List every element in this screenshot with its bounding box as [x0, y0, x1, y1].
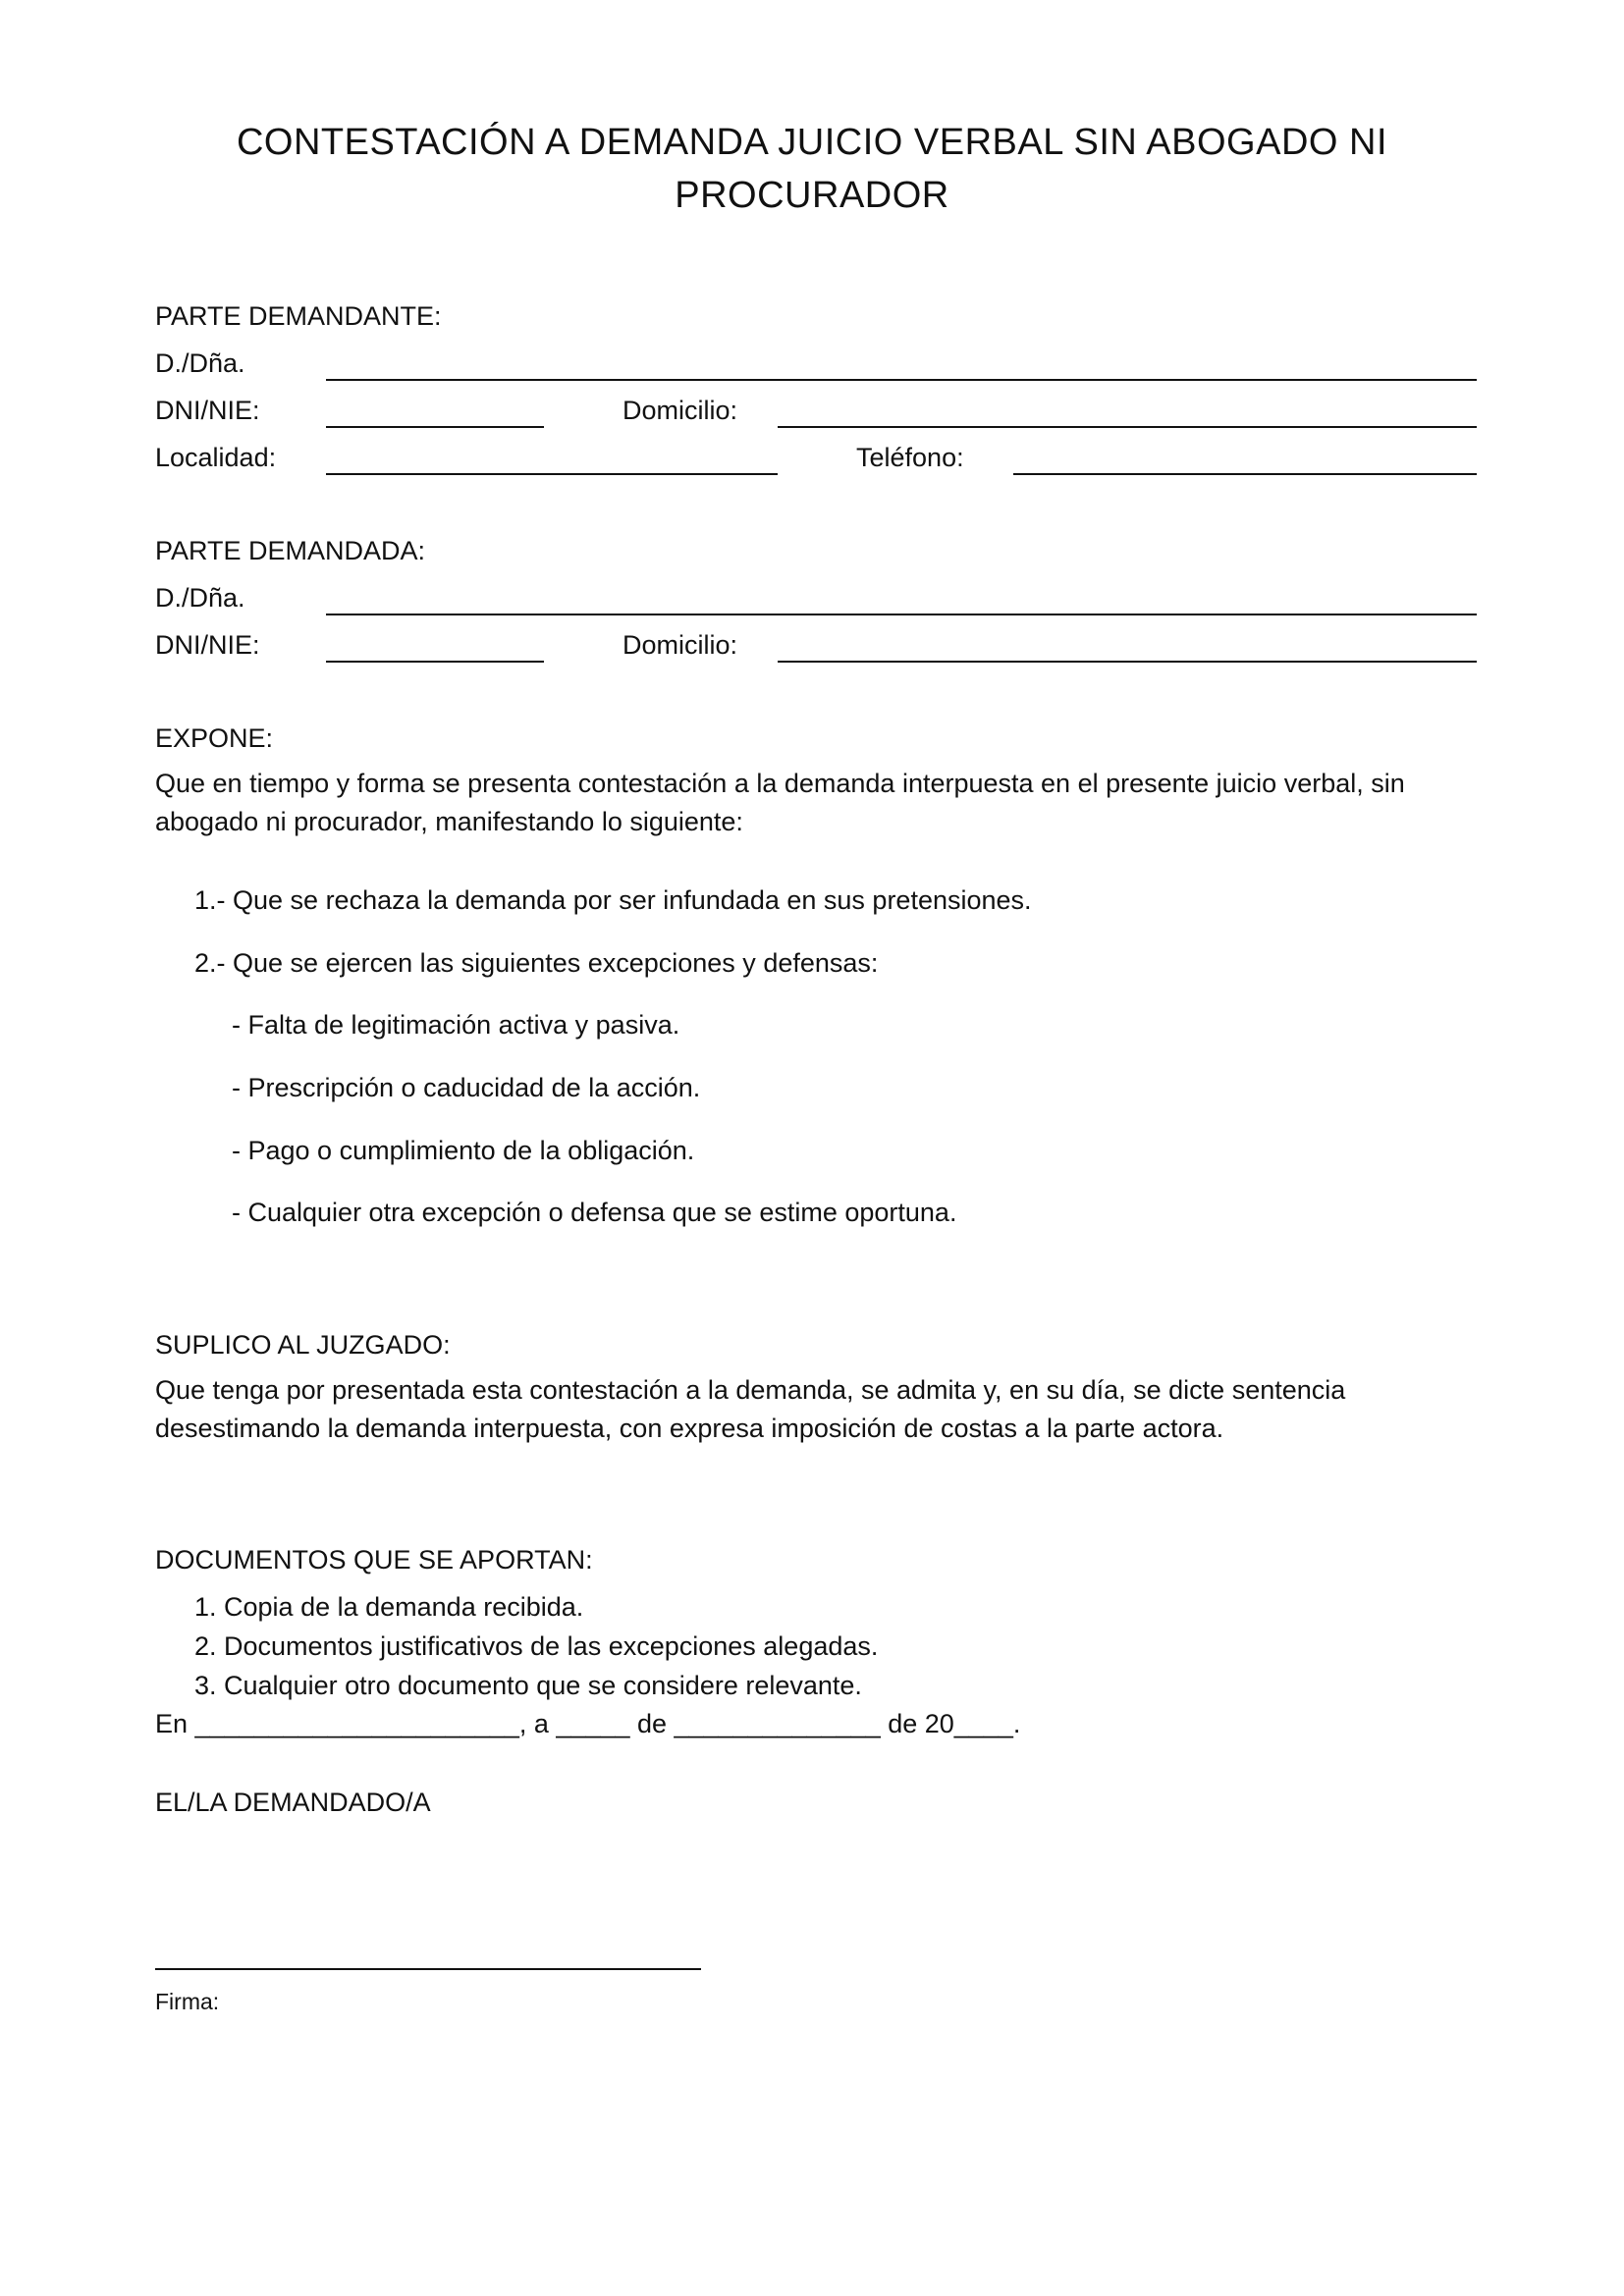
- demandada-name-label: D./Dña.: [155, 583, 245, 613]
- documento-item: 1. Copia de la demanda recibida.: [194, 1592, 584, 1622]
- expone-intro: Que en tiempo y forma se presenta contestación a la demanda interpuesta en el presente juicio verbal, sin abogado ni procurador, manifestando lo siguiente:: [155, 769, 1405, 836]
- signature-label: Firma:: [155, 1989, 220, 2014]
- signer-label: EL/LA DEMANDADO/A: [155, 1788, 431, 1817]
- signature-line[interactable]: [155, 1968, 701, 1970]
- expone-point-1: 1.- Que se rechaza la demanda por ser infundada en sus pretensiones.: [194, 885, 1032, 915]
- demandada-name-field[interactable]: [326, 614, 1477, 615]
- expone-heading: EXPONE:: [155, 723, 274, 753]
- demandante-name-label: D./Dña.: [155, 348, 245, 378]
- demandante-telefono-field[interactable]: [1013, 473, 1477, 475]
- defense-item: - Cualquier otra excepción o defensa que se estime oportuna.: [232, 1198, 957, 1227]
- documento-item: 2. Documentos justificativos de las excepciones alegadas.: [194, 1631, 879, 1661]
- demandante-domicilio-field[interactable]: [778, 426, 1477, 428]
- date-line[interactable]: En ______________________, a _____ de ______________ de 20____.: [155, 1709, 1021, 1738]
- demandante-localidad-label: Localidad:: [155, 443, 277, 472]
- defense-item: - Prescripción o caducidad de la acción.: [232, 1073, 701, 1102]
- defense-item: - Falta de legitimación activa y pasiva.: [232, 1010, 680, 1040]
- demandada-dni-field[interactable]: [326, 661, 544, 663]
- document-title: CONTESTACIÓN A DEMANDA JUICIO VERBAL SIN ABOGADO NI PROCURADOR: [236, 122, 1388, 216]
- demandada-heading: PARTE DEMANDADA:: [155, 536, 426, 565]
- demandante-dni-label: DNI/NIE:: [155, 396, 260, 425]
- suplico-text: Que tenga por presentada esta contestación a la demanda, se admita y, en su día, se dicte sentencia desestimando la demanda interpuesta, con expresa imposición de costas a la parte actora.: [155, 1375, 1346, 1443]
- documentos-heading: DOCUMENTOS QUE SE APORTAN:: [155, 1545, 593, 1575]
- demandante-domicilio-label: Domicilio:: [623, 396, 738, 425]
- expone-point-2: 2.- Que se ejercen las siguientes excepciones y defensas:: [194, 948, 879, 978]
- demandada-dni-label: DNI/NIE:: [155, 630, 260, 660]
- demandante-heading: PARTE DEMANDANTE:: [155, 301, 442, 331]
- defense-item: - Pago o cumplimiento de la obligación.: [232, 1136, 695, 1165]
- demandada-domicilio-label: Domicilio:: [623, 630, 738, 660]
- demandante-localidad-field[interactable]: [326, 473, 778, 475]
- demandante-dni-field[interactable]: [326, 426, 544, 428]
- documento-item: 3. Cualquier otro documento que se considere relevante.: [194, 1671, 862, 1700]
- demandada-domicilio-field[interactable]: [778, 661, 1477, 663]
- demandante-telefono-label: Teléfono:: [856, 443, 964, 472]
- demandante-name-field[interactable]: [326, 379, 1477, 381]
- suplico-heading: SUPLICO AL JUZGADO:: [155, 1330, 451, 1360]
